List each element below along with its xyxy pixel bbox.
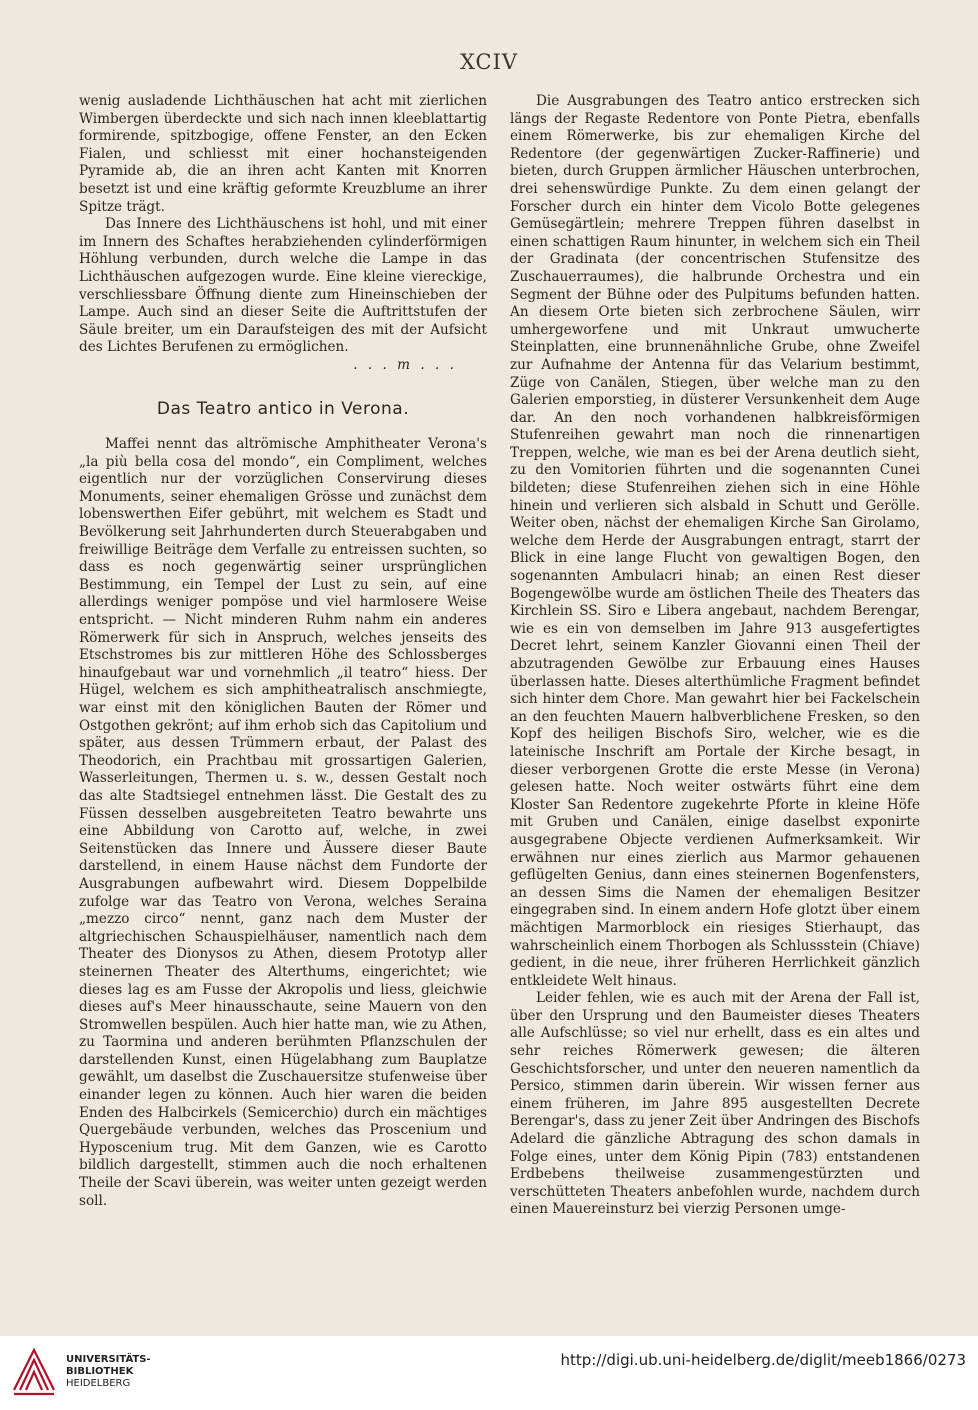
left-column (79, 93, 487, 1210)
heidelberg-library-logo-icon (10, 1346, 58, 1398)
paragraph: Die Ausgrabungen des Teatro antico erstrecken sich längs der Regaste Redentore von Ponte Pietra, ebenfalls einem Römerwerke, bis zur ehemaligen Kirche del Redentore (der gegenwärtigen Zucker-Raffinerie) und bieten, durch Gruppen ärmlicher Häuschen unterbrochen, drei sehenswürdige Punkte. Zu dem einen gelangt der Forscher durch ein hinter dem Vicolo Botte gelegenes Gemüsegärtlein; mehrere Treppen führen daselbst in einen schattigen Raum hinunter, in welchem sich ein Theil der Gradinata (der concentrischen Stufensitze des Zuschauerraumes), die halbrunde Orchestra und ein Segment der Bühne oder des Pulpitums befunden hatten. An diesem Orte bieten sich zerbrochene Säulen, wirr umhergeworfene und mit Unkraut umwucherte Steinplatten, eine brunnenähnliche Grube, ohne Zweifel zur Aufnahme der Antenna für das Velarium bestimmt, Züge von Canälen, Stiegen, über welche man zu den Galerien emporstieg, in düsterer Versunkenheit dem Auge dar. An den noch vorhandenen halbkreisförmigen Stufenreihen gewahrt man noch die rinnenartigen Treppen, welche, wie man es bei der Arena deutlich sieht, zu den Vomitorien führten und die sogenannten Cunei bildeten; diese Stufenreihen ziehen sich in eine Höhle hinein und verlieren sich alsbald in Schutt und Gerölle. Weiter oben, nächst der ehemaligen Kirche San Girolamo, welche dem Herde der Ausgrabungen entragt, starrt der Blick in eine lange Flucht von gewaltigen Bogen, den sogenannten Ambulacri hinab; an einen Rest dieser Bogengewölbe wurde am östlichen Theile des Theaters das Kirchlein SS. Siro e Libera angebaut, nachdem Berengar, wie es ein von demselben im Jahre 913 ausgefertigtes Decret lehrt, seinem Kanzler Giovanni einen Theil der abzutragenden Gewölbe zur Erbauung eines Hauses überlassen hatte. Dieses alterthümliche Fragment befindet sich hinter dem Chore. Man gewahrt hier bei Fackelschein an den feuchten Mauern halbverblichene Fresken, so den Kopf des heiligen Bischofs Siro, welcher, wie es die lateinische Inschrift am Portale der Kirche besagt, in dieser verborgenen Grotte die erste Messe (in Verona) gelesen hatte. Noch weiter ostwärts führt eine dem Kloster San Redentore zugekehrte Pforte in kleine Höfe mit Gruben und Canälen, einige daselbst exponirte ausgegrabene Objecte verdienen Aufmerksamkeit. Wir erwähnen nur eines zierlich aus Marmor gehauenen geflügelten Genius, dann eines steinernen Bogenfensters, an dessen Sims die Namen der ehemaligen Besitzer eingegraben sind. In einem andern Hofe glotzt über einem mächtigen Marmorblock ein riesiges Stierhaupt, das wahrscheinlich einem Thorbogen als Schlussstein (Chiave) gedient, in die neue, ihrer früheren Herrlichkeit gänzlich entkleidete Welt hinaus. (510, 93, 920, 989)
author-signature: . . . m . . . (353, 356, 457, 373)
page-number: XCIV (459, 50, 519, 74)
paragraph: Maffei nennt das altrömische Amphitheater Verona's „la più bella cosa del mondo“, ein Compliment, welches eigentlich nur der vorzüglichen Conservirung dieses Monuments, seiner ehemaligen Grösse und zunächst dem lobenswerthen Eifer gebührt, mit welchem es Stadt und Bevölkerung seit Jahrhunderten durch Steuerabgaben und freiwillige Beiträge dem Verfalle zu entreissen suchten, so dass es noch gegenwärtig seiner ursprünglichen Bestimmung, ein Tempel der Lust zu sein, auf eine allerdings weniger pompöse und viel harmlosere Weise entspricht. — Nicht minderen Ruhm nahm ein anderes Römerwerk für sich in Anspruch, welches jenseits des Etschstromes bis zur mittleren Höhe des Schlossberges hinaufgebaut war und vornehmlich „il teatro“ hiess. Der Hügel, welchem es sich amphitheatralisch anschmiegte, war einst mit den königlichen Bauten der Römer und Ostgothen gekrönt; auf ihm erhob sich das Capitolium und später, aus dessen Trümmern erbaut, der Palast des Theodorich, ein Prachtbau mit grossartigen Galerien, Wasserleitungen, Thermen u. s. w., dessen Gestalt noch das alte Stadtsiegel entnehmen lässt. Die Gestalt des zu Füssen desselben ausgebreiteten Teatro bewahrte uns eine Abbildung von Carotto auf, welche, in zwei Seitenstücken das Innere und Äussere dieser Baute darstellend, in einem Hause nächst dem Fundorte der Ausgrabungen aufbewahrt wird. Diesem Doppelbilde zufolge war das Teatro von Verona, welches Seraina „mezzo circo“ nennt, ganz nach dem Muster der altgriechischen Schauspielhäuser, namentlich nach dem Theater des Dionysos zu Athen, diesem Prototyp aller steinernen Theater des Alterthums, eingerichtet; wie dieses lag es am Fusse der Akropolis und liess, gleichwie dieses auf's Meer hinausschaute, seine Mauern von den Stromwellen bespülen. Auch hier hatte man, wie zu Athen, zu Taormina und anderen berühmten Pflanzschulen der darstellenden Kunst, einen Hügelabhang zum Bauplatze gewählt, um daselbst die Zuschauersitze stufenweise über einander legen zu können. Auch hier waren die beiden Enden des Halbcirkels (Semicerchio) durch ein mächtiges Quergebäude verbunden, welches das Proscenium und Hyposcenium trug. Mit dem Ganzen, wie es Carotto bildlich dargestellt, stimmen auch die noch erhaltenen Theile der Scavi überein, was weiter unten gezeigt werden soll. (79, 436, 487, 1209)
right-column (510, 93, 920, 1219)
source-url[interactable]: http://digi.ub.uni-heidelberg.de/diglit/meeb1866/0273 (560, 1351, 966, 1369)
section-title: Das Teatro antico in Verona. (156, 398, 410, 419)
paragraph: wenig ausladende Lichthäuschen hat acht mit zierlichen Wimbergen überdeckte und sich nach innen kleeblattartig formirende, spitzbogige, offene Fenster, an den Ecken Fialen, und schliesst mit einer hochansteigenden Pyramide ab, die an ihren acht Kanten mit Knorren besetzt ist und eine kräftig geformte Kreuzblume an ihrer Spitze trägt. (79, 93, 487, 215)
library-name-line: UNIVERSITÄTS- (66, 1354, 151, 1365)
library-name (66, 1354, 151, 1390)
paragraph: Das Innere des Lichthäuschens ist hohl, und mit einer im Innern des Schaftes herabziehenden cylinderförmigen Höhlung verbunden, durch welche die Lampe in das Lichthäuschen aufgezogen wurde. Eine kleine viereckige, verschliessbare Öffnung diente zum Hineinschieben der Lampe. Auch sind an dieser Seite die Auftrittstufen der Säule breiter, um ein Daraufsteigen des mit der Aufsicht des Lichtes Berufenen zu ermöglichen. (79, 216, 487, 356)
library-name-line: BIBLIOTHEK (66, 1366, 134, 1377)
library-name-line: HEIDELBERG (66, 1378, 131, 1389)
paragraph: Leider fehlen, wie es auch mit der Arena der Fall ist, über den Ursprung und den Baumeister dieses Theaters alle Aufschlüsse; so viel nur erhellt, dass es ein altes und sehr reiches Römerwerk gewesen; die älteren Geschichtsforscher, und unter den neueren namentlich da Persico, stimmen darin überein. Wir wissen ferner aus einem früheren, im Jahre 895 ausgestellten Decrete Berengar's, dass zu jener Zeit über Andringen des Bischofs Adelard die gänzliche Abtragung des schon damals in Folge eines, unter dem König Pipin (783) entstandenen Erdbebens theilweise zusammengestürzten und verschütteten Theaters anbefohlen wurde, nachdem durch einen Mauereinsturz bei vierzig Personen umge- (510, 990, 920, 1218)
